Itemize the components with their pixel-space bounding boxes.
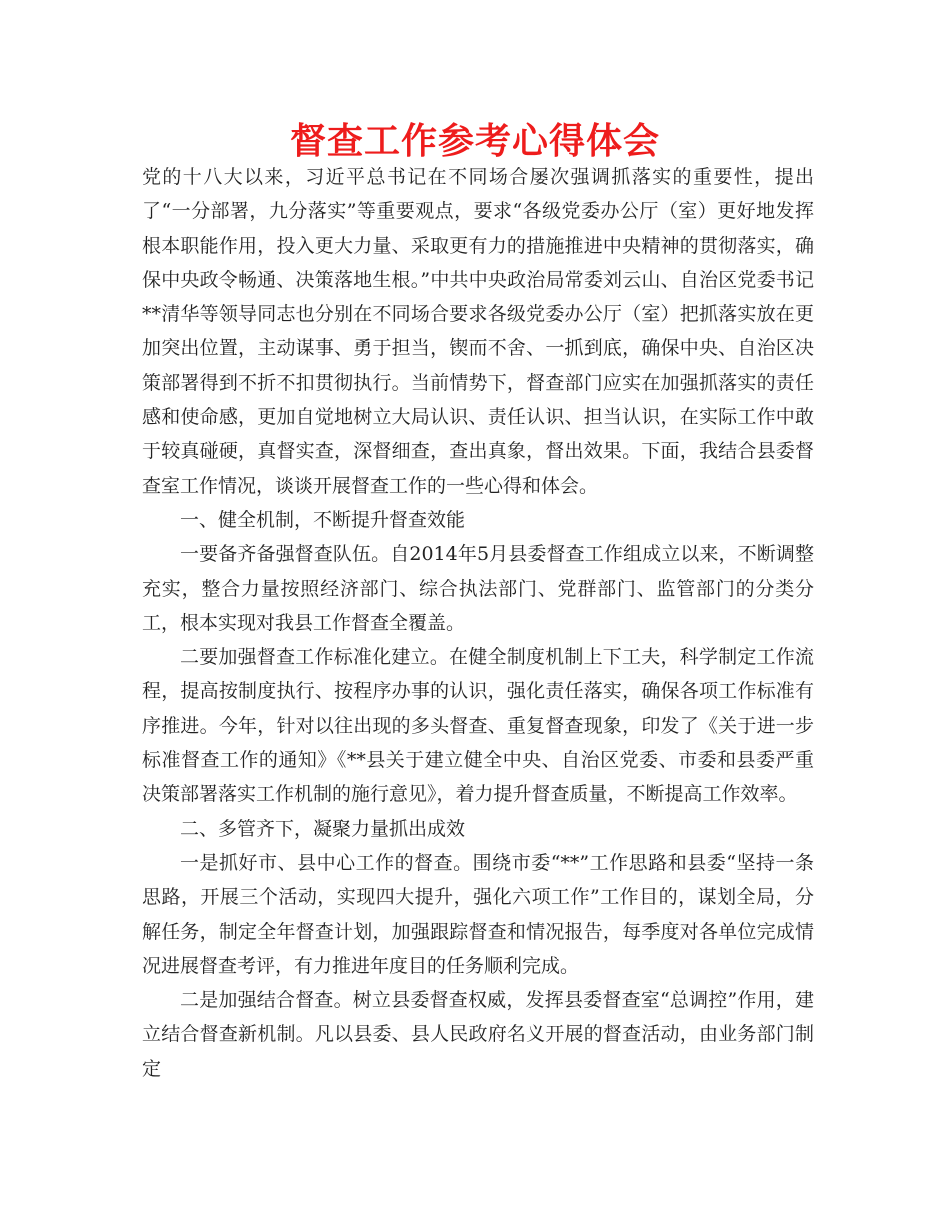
paragraph-intro: 党的十八大以来，习近平总书记在不同场合屡次强调抓落实的重要性，提出了“一分部署，九分落实”等重要观点，要求“各级党委办公厅（室）更好地发挥根本职能作用，投入更大力量、采取更有力的措施推进中央精神的贯彻落实，确保中央政令畅通、决策落地生根。”中共中央政治局常委刘云山、自治区党委书记**清华等领导同志也分别在不同场合要求各级党委办公厅（室）把抓落实放在更加突出位置，主动谋事、勇于担当，锲而不舍、一抓到底，确保中央、自治区决策部署得到不折不扣贯彻执行。当前情势下，督查部门应实在加强抓落实的责任感和使命感，更加自觉地树立大局认识、责任认识、担当认识，在实际工作中敢于较真碰硬，真督实查，深督细查，查出真象，督出效果。下面，我结合县委督查室工作情况，谈谈开展督查工作的一些心得和体会。 <box>142 166 814 497</box>
paragraph-team: 一要备齐备强督查队伍。自2014年5月县委督查工作组成立以来，不断调整充实，整合力量按照经济部门、综合执法部门、党群部门、监管部门的分类分工，根本实现对我县工作督查全覆盖。 <box>142 543 814 634</box>
section-heading-1: 一、健全机制，不断提升督查效能 <box>180 508 466 531</box>
paragraph-joint-inspection: 二是加强结合督查。树立县委督查权威，发挥县委督查室“总调控”作用，建立结合督查新机制。凡以县委、县人民政府名义开展的督查活动，由业务部门制定 <box>142 989 814 1080</box>
section-heading-2: 二、多管齐下，凝聚力量抓出成效 <box>180 817 466 840</box>
paragraph-central-work: 一是抓好市、县中心工作的督查。围绕市委“**”工作思路和县委“坚持一条思路，开展三个活动，实现四大提升，强化六项工作”工作目的，谋划全局，分解任务，制定全年督查计划，加强跟踪督查和情况报告，每季度对各单位完成情况进展督查考评，有力推进年度目的任务顺利完成。 <box>142 851 814 977</box>
paragraph-standardization: 二要加强督查工作标准化建立。在健全制度机制上下工夫，科学制定工作流程，提高按制度执行、按程序办事的认识，强化责任落实，确保各项工作标准有序推进。今年，针对以往出现的多头督查、重复督查现象，印发了《关于进一步标准督查工作的通知》《**县关于建立健全中央、自治区党委、市委和县委严重决策部署落实工作机制的施行意见》，着力提升督查质量，不断提高工作效率。 <box>142 646 814 806</box>
document-body <box>142 160 814 1086</box>
document-title: 督查工作参考心得体会 <box>289 121 660 162</box>
